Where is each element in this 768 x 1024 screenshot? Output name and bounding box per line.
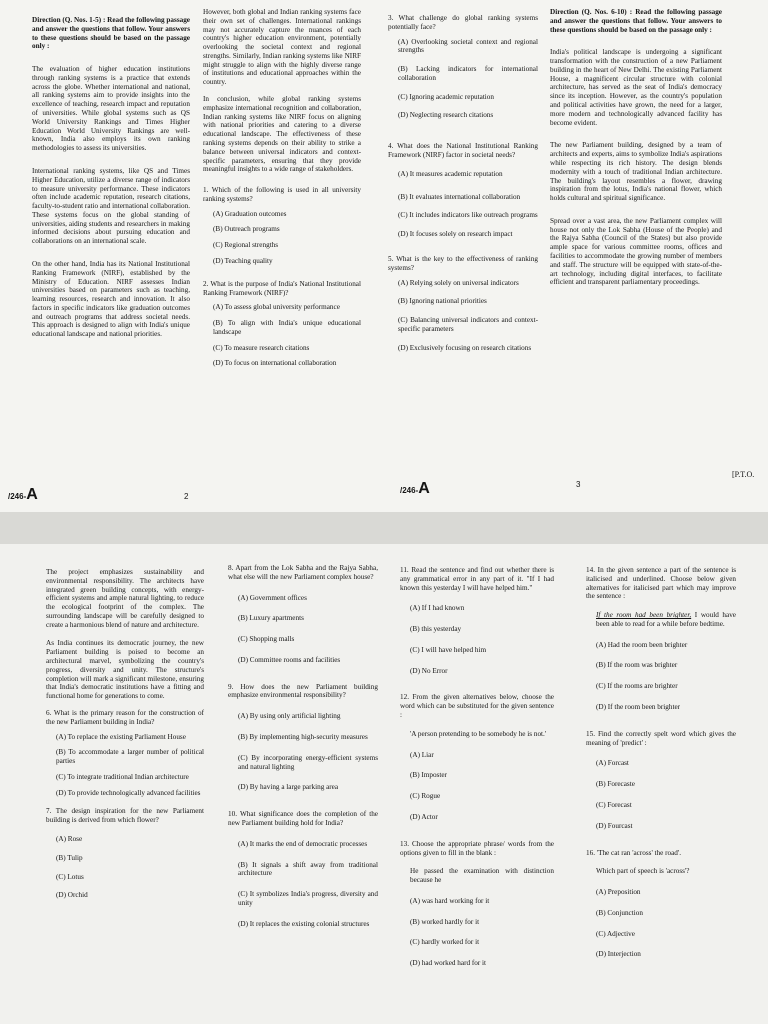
q9-option: (C) By incorporating energy-efficient systems and natural lighting: [238, 753, 378, 771]
q3-option: (A) Overlooking societal context and regional strengths: [398, 37, 538, 55]
q16-option: (B) Conjunction: [596, 908, 643, 917]
page-number: 3: [576, 480, 581, 489]
q12-option: (B) Imposter: [410, 771, 447, 780]
q14-rest: I would have been able to read for a while before bedtime.: [596, 611, 736, 628]
question-4: 4. What does the National Institutional Ranking Framework (NIRF) factor in societal needs?: [388, 142, 538, 160]
q16-option: (C) Adjective: [596, 929, 635, 938]
passage-column-2: [203, 8, 361, 375]
q4-option: (A) It measures academic reputation: [398, 169, 503, 178]
passage-paragraph: Spread over a vast area, the new Parliament complex will house not only the Lok Sabha (House of the People) and the Rajya Sabha (Council of the States) but also provide ample space for various committee rooms, offices and facilities to accommodate the growing number of members and staff. The structure will be equipped with state-of-the-art technology, including digital interfaces, to facilitate efficient and transparent parliamentary proceedings.: [550, 216, 722, 287]
passage-paragraph: India's political landscape is undergoing a significant transformation with the construction of a new Parliament building in the heart of New Delhi. The existing Parliament House, a magnificent circular structure with colonial architecture, has served as the seat of India's democracy since its inception. However, as the country's population and political activities have grown, the need for a larger, more modern and technologically advanced facility has become evident.: [550, 48, 722, 127]
please-turn-over: [P.T.O.: [732, 470, 755, 479]
question-6: 6. What is the primary reason for the construction of the new Parliament building in India?: [46, 708, 204, 726]
q4-option: (B) It evaluates international collaboration: [398, 192, 521, 201]
q15-option: (C) Forecast: [596, 800, 632, 809]
q2-option: (B) To align with India's unique educational landscape: [213, 319, 361, 336]
q9-option: (A) By using only artificial lighting: [238, 712, 341, 721]
q13-sentence: He passed the examination with distinction because he: [410, 867, 554, 885]
q12-option: (A) Liar: [410, 750, 434, 759]
q6-option: (B) To accommodate a larger number of political parties: [56, 748, 204, 766]
q3-option: (C) Ignoring academic reputation: [398, 92, 494, 101]
q14-option: (B) If the room was brighter: [596, 661, 678, 670]
q13-option: (C) hardly worked for it: [410, 938, 480, 947]
question-15: 15. Find the correctly spelt word which gives the meaning of 'predict' :: [586, 729, 736, 747]
q15-option: (D) Fourcast: [596, 821, 633, 830]
q12-option: (D) Actor: [410, 812, 438, 821]
q1-option: (A) Graduation outcomes: [213, 209, 287, 218]
q14-sentence: [596, 611, 736, 629]
question-5: 5. What is the key to the effectiveness of ranking systems?: [388, 254, 538, 272]
direction-1-5: Direction (Q. Nos. 1-5) : Read the following passage and answer the questions that follow. Your answers to these questions should be based on the passage only :: [32, 16, 190, 51]
direction-6-10: Direction (Q. Nos. 6-10) : Read the following passage and answer the questions that follow. Your answers to these questions should be based on the passage only :: [550, 8, 722, 34]
q10-option: (D) It replaces the existing colonial structures: [238, 919, 370, 928]
q15-option: (A) Forcast: [596, 759, 629, 768]
q15-option: (B) Forecaste: [596, 780, 635, 789]
questions-column-6: [228, 564, 378, 935]
passage-column-5: [46, 568, 204, 907]
q5-option: (C) Balancing universal indicators and context-specific parameters: [398, 316, 538, 333]
q5-option: (D) Exclusively focusing on research citations: [398, 343, 532, 352]
q14-option: (C) If the rooms are brighter: [596, 682, 678, 691]
q10-option: (B) It signals a shift away from traditional architecture: [238, 860, 378, 878]
q2-option: (D) To focus on international collaboration: [213, 359, 337, 368]
q16-option: (A) Preposition: [596, 888, 641, 897]
paper-code: /246-A: [8, 486, 38, 503]
q6-option: (C) To integrate traditional Indian architecture: [56, 772, 189, 781]
q1-option: (C) Regional strengths: [213, 241, 279, 250]
q4-option: (C) It includes indicators like outreach programs: [398, 211, 538, 220]
q8-option: (D) Committee rooms and facilities: [238, 655, 341, 664]
q7-option: (D) Orchid: [56, 891, 88, 900]
question-9: 9. How does the new Parliament building emphasize environmental responsibility?: [228, 682, 378, 700]
q6-option: (D) To provide technologically advanced facilities: [56, 788, 201, 797]
q4-option: (D) It focuses solely on research impact: [398, 230, 513, 239]
page-number: 2: [184, 492, 189, 501]
q10-option: (A) It marks the end of democratic processes: [238, 839, 368, 848]
q10-option: (C) It symbolizes India's progress, diversity and unity: [238, 890, 378, 907]
q12-sentence: 'A person pretending to be somebody he is not.': [410, 729, 547, 738]
question-14: 14. In the given sentence a part of the sentence is italicised and underlined. Choose below given alternatives for italicised part which may improve the sentence :: [586, 566, 736, 601]
q8-option: (A) Government offices: [238, 593, 307, 602]
q7-option: (C) Lotus: [56, 872, 84, 881]
passage-paragraph: The new Parliament building, designed by a team of architects and experts, aims to symbolize India's aspirations while respecting its rich history. The design blends modernity with a touch of traditional Indian architecture. The building's layout resembles a flower, drawing inspiration from the lotus, India's national flower, which holds cultural and spiritual significance.: [550, 141, 722, 203]
q13-option: (B) worked hardly for it: [410, 917, 480, 926]
questions-column-7: [400, 566, 554, 975]
q9-option: (B) By implementing high-security measures: [238, 733, 368, 742]
question-11: 11. Read the sentence and find out whether there is any grammatical error in any part of it. "If I had known this yesterday I will have helped him.": [400, 566, 554, 592]
question-16: 16. 'The cat ran 'across' the road'.: [586, 848, 681, 857]
q3-option: (B) Lacking indicators for international collaboration: [398, 65, 538, 82]
passage-column-1: [32, 16, 190, 347]
q8-option: (B) Luxury apartments: [238, 614, 304, 623]
bottom-page-spread: [0, 544, 768, 1024]
q1-option: (B) Outreach programs: [213, 225, 280, 234]
q7-option: (B) Tulip: [56, 853, 83, 862]
passage-paragraph: As India continues its democratic journey, the new Parliament building is poised to become an architectural marvel, symbolizing the country's progress, diversity and unity. The structure's completion will mark a significant milestone, ensuring that India's democratic institutions have a fitting and functional home for generations to come.: [46, 639, 204, 701]
question-7: 7. The design inspiration for the new Parliament building is derived from which flower?: [46, 807, 204, 825]
question-3: 3. What challenge do global ranking systems potentially face?: [388, 14, 538, 31]
passage-paragraph: However, both global and Indian ranking systems face their own set of challenges. International rankings may not accurately capture the nuances of each country's higher education environment, potentially overlooking the societal context and regional strengths. Similarly, Indian ranking systems like NIRF might struggle to align with the highly diverse range of institutions and educational approaches within the country.: [203, 8, 361, 87]
q12-option: (C) Rogue: [410, 792, 441, 801]
q6-option: (A) To replace the existing Parliament House: [56, 732, 186, 741]
q11-option: (B) this yesterday: [410, 625, 462, 634]
q3-option: (D) Neglecting research citations: [398, 111, 494, 120]
q11-option: (A) If I had known: [410, 604, 465, 613]
question-8: 8. Apart from the Lok Sabha and the Rajya Sabha, what else will the new Parliament complex house?: [228, 564, 378, 581]
questions-column-8: [586, 566, 736, 966]
q13-option: (D) had worked hard for it: [410, 959, 487, 968]
paper-code: /246-A: [400, 480, 430, 497]
passage-paragraph: The project emphasizes sustainability and environmental responsibility. The architects have integrated green building concepts, with energy-efficient systems and ample natural lighting, to reduce the ecological footprint of the complex. The surrounding landscape will be carefully designed to create a harmonious blend of nature and architecture.: [46, 568, 204, 629]
question-10: 10. What significance does the completion of the new Parliament building hold for India?: [228, 810, 378, 827]
q13-option: (A) was hard working for it: [410, 896, 490, 905]
question-2: 2. What is the purpose of India's National Institutional Ranking Framework (NIRF)?: [203, 279, 361, 297]
q7-option: (A) Rose: [56, 834, 83, 843]
q8-option: (C) Shopping malls: [238, 635, 295, 644]
questions-column-3: [388, 14, 538, 359]
passage-paragraph: International ranking systems, like QS and Times Higher Education, utilize a diverse range of indicators to measure university performance. These indicators often include academic reputation, research citations, faculty-to-student ratio and international collaboration. These systems focus on the global standing of universities, aiding students and researchers in making informed decisions about pursuing education and collaborations on an international scale.: [32, 166, 190, 246]
question-12: 12. From the given alternatives below, choose the word which can be substituted for the given sentence :: [400, 693, 554, 720]
q14-option: (A) Had the room been brighter: [596, 640, 688, 649]
question-13: 13. Choose the appropriate phrase/ words from the options given to fill in the blank :: [400, 839, 554, 857]
q11-option: (D) No Error: [410, 666, 448, 675]
q16-question-text: Which part of speech is 'across'?: [596, 867, 690, 876]
q16-option: (D) Interjection: [596, 950, 641, 959]
q2-option: (A) To assess global university performance: [213, 303, 340, 312]
passage-column-4: [550, 8, 722, 295]
q11-option: (C) I will have helped him: [410, 645, 487, 654]
q2-option: (C) To measure research citations: [213, 343, 310, 352]
passage-paragraph: On the other hand, India has its National Institutional Ranking Framework (NIRF), established by the Ministry of Education. NIRF assesses Indian universities based on parameters such as teaching, learning resources, research and innovation. It also factors in specific indicators like graduation outcomes and outreach programs that address societal needs. This approach is designed to align with India's unique educational landscape and national priorities.: [32, 259, 190, 339]
question-1: 1. Which of the following is used in all university ranking systems?: [203, 186, 361, 203]
q9-option: (D) By having a large parking area: [238, 783, 339, 792]
passage-paragraph: In conclusion, while global ranking systems emphasize international recognition and collaboration, Indian ranking systems like NIRF focus on aligning with national priorities and catering to a diverse educational landscape. The effectiveness of these ranking systems depends on their ability to strike a balance between universal indicators and context-specific parameters, ensuring that they provide meaningful insights to a wide range of stakeholders.: [203, 95, 361, 174]
q14-option: (D) If the room been brighter: [596, 703, 681, 712]
q5-option: (B) Ignoring national priorities: [398, 297, 487, 306]
q14-underlined-part: If the room had been brighter,: [596, 611, 692, 620]
page-gap: [0, 512, 768, 544]
q1-option: (D) Teaching quality: [213, 256, 273, 265]
passage-paragraph: The evaluation of higher education institutions through ranking systems is a practice that extends across the globe. Whether international and national, all ranking systems aim to provide insights into the excellence of teaching, research impact and reputation of universities. While global systems such as QS World University Rankings and Times Higher Education World University Rankings are well-known, India also employs its own ranking methodologies to assess its universities.: [32, 65, 190, 153]
q5-option: (A) Relying solely on universal indicators: [398, 278, 519, 287]
